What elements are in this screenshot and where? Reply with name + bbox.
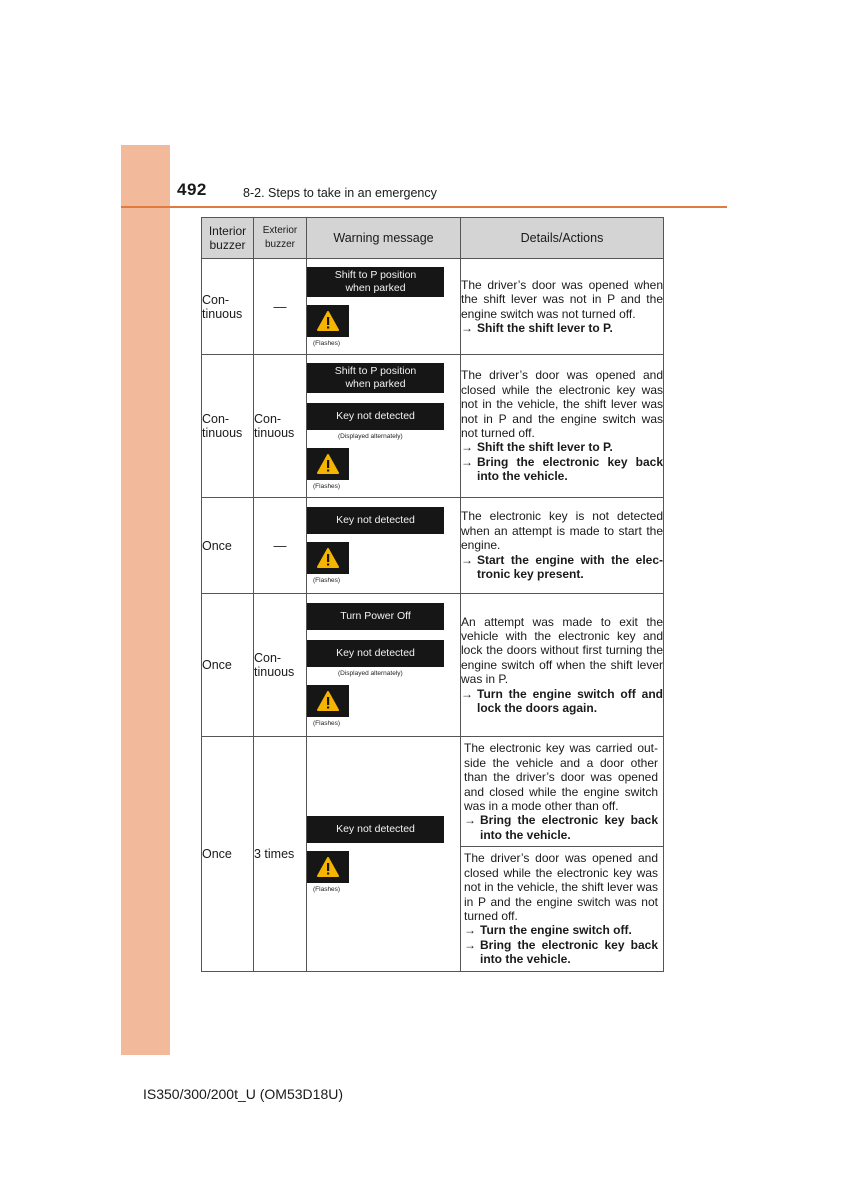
details-text: The driver’s door was opened and closed while the electronic key was not in the vehicle, the shift lever was not in P and the engine switch was not turned off.	[461, 368, 663, 440]
arrow-icon: →	[461, 552, 473, 567]
warning-message-cell	[307, 259, 461, 355]
action-item: → Start the engine with the elec-tronic key present.	[461, 552, 663, 582]
details-cell	[461, 498, 664, 594]
warning-message-cell	[307, 594, 461, 737]
warning-triangle-icon	[317, 454, 339, 474]
action-item: → Bring the electronic key back into the vehicle.	[464, 813, 658, 842]
flashes-note: (Flashes)	[313, 339, 341, 347]
display-message: Turn Power Off	[307, 603, 444, 630]
table-row	[202, 594, 664, 737]
flashes-note: (Flashes)	[313, 577, 341, 584]
details-text: The electronic key was carried out-side the vehicle and a door other than the driver’s door was opened and closed while the engine switch was in a mode other than off.	[464, 741, 658, 814]
details-part	[461, 847, 663, 970]
header-exterior-buzzer: Exterior buzzer	[254, 218, 307, 259]
warning-triangle-icon	[317, 691, 339, 711]
warning-light	[307, 448, 349, 480]
table-row	[202, 737, 664, 972]
action-item: → Shift the shift lever to P.	[461, 440, 613, 455]
warning-triangle-icon	[317, 311, 339, 331]
interior-buzzer-cell: Con- tinuous	[202, 355, 254, 498]
alternate-note: (Displayed alternately)	[338, 432, 403, 440]
warning-message-cell	[307, 737, 461, 972]
action-item: → Turn the engine switch off and lock the doors again.	[461, 686, 663, 716]
arrow-icon: →	[464, 813, 476, 828]
flashes-note: (Flashes)	[313, 720, 341, 727]
table-row	[202, 355, 664, 498]
interior-buzzer-cell: Once	[202, 594, 254, 737]
display-message: Key not detected	[307, 403, 444, 430]
action-item: → Shift the shift lever to P.	[461, 320, 613, 335]
warning-message-cell	[307, 355, 461, 498]
arrow-icon: →	[461, 686, 473, 701]
warning-message-cell	[307, 498, 461, 594]
warning-triangle-icon	[317, 548, 339, 568]
table-header-row	[202, 218, 664, 259]
details-cell	[461, 355, 664, 498]
header-interior-buzzer: Interior buzzer	[202, 218, 254, 259]
exterior-buzzer-cell: Con- tinuous	[254, 594, 307, 737]
action-item: → Turn the engine switch off.	[464, 923, 632, 938]
section-title: 8-2. Steps to take in an emergency	[243, 186, 437, 200]
display-message: Shift to P position when parked	[307, 267, 444, 297]
footer-model-code: IS350/300/200t_U (OM53D18U)	[143, 1086, 343, 1102]
details-cell	[461, 594, 664, 737]
interior-buzzer-cell: Con- tinuous	[202, 259, 254, 355]
display-message: Key not detected	[307, 640, 444, 667]
display-message: Key not detected	[307, 507, 444, 534]
exterior-buzzer-cell: 3 times	[254, 737, 307, 972]
arrow-icon: →	[464, 937, 476, 952]
arrow-icon: →	[461, 320, 473, 335]
details-text: The driver’s door was opened when the shift lever was not in P and the engine switch was not turned off.	[461, 277, 663, 321]
header-warning-message: Warning message	[307, 218, 461, 259]
details-text: An attempt was made to exit the vehicle with the electronic key and lock the doors without first turning the engine switch off when the shift lever was in P.	[461, 614, 663, 687]
page-number: 492	[177, 180, 207, 199]
arrow-icon: →	[464, 923, 476, 938]
details-text: The electronic key is not detected when an attempt is made to start the engine.	[461, 509, 663, 553]
side-tab-bar	[121, 145, 170, 1055]
flashes-note: (Flashes)	[313, 885, 341, 893]
action-item: → Bring the electronic key back into the vehicle.	[464, 937, 658, 967]
arrow-icon: →	[461, 440, 473, 455]
display-message: Key not detected	[307, 816, 444, 843]
details-cell	[461, 737, 664, 972]
exterior-buzzer-cell: —	[254, 259, 307, 355]
details-part	[461, 737, 663, 847]
warning-triangle-icon	[317, 857, 339, 877]
warning-light	[307, 542, 349, 574]
flashes-note: (Flashes)	[313, 482, 341, 490]
warning-light	[307, 685, 349, 717]
interior-buzzer-cell: Once	[202, 498, 254, 594]
arrow-icon: →	[461, 454, 473, 469]
interior-buzzer-cell: Once	[202, 737, 254, 972]
exterior-buzzer-cell: Con- tinuous	[254, 355, 307, 498]
details-text: The driver’s door was opened and closed while the electronic key was not in the vehicle, the shift lever was in P and the engine switch was not turned off.	[464, 851, 658, 923]
warning-buzzer-table	[201, 217, 664, 972]
details-cell	[461, 259, 664, 355]
table-row	[202, 498, 664, 594]
header-rule	[121, 206, 727, 208]
display-message: Shift to P position when parked	[307, 363, 444, 393]
alternate-note: (Displayed alternately)	[338, 670, 403, 677]
warning-light	[307, 851, 349, 883]
table-row	[202, 259, 664, 355]
header-details-actions: Details/Actions	[461, 218, 664, 259]
exterior-buzzer-cell: —	[254, 498, 307, 594]
action-item: → Bring the electronic key back into the vehicle.	[461, 454, 663, 484]
warning-light	[307, 305, 349, 337]
